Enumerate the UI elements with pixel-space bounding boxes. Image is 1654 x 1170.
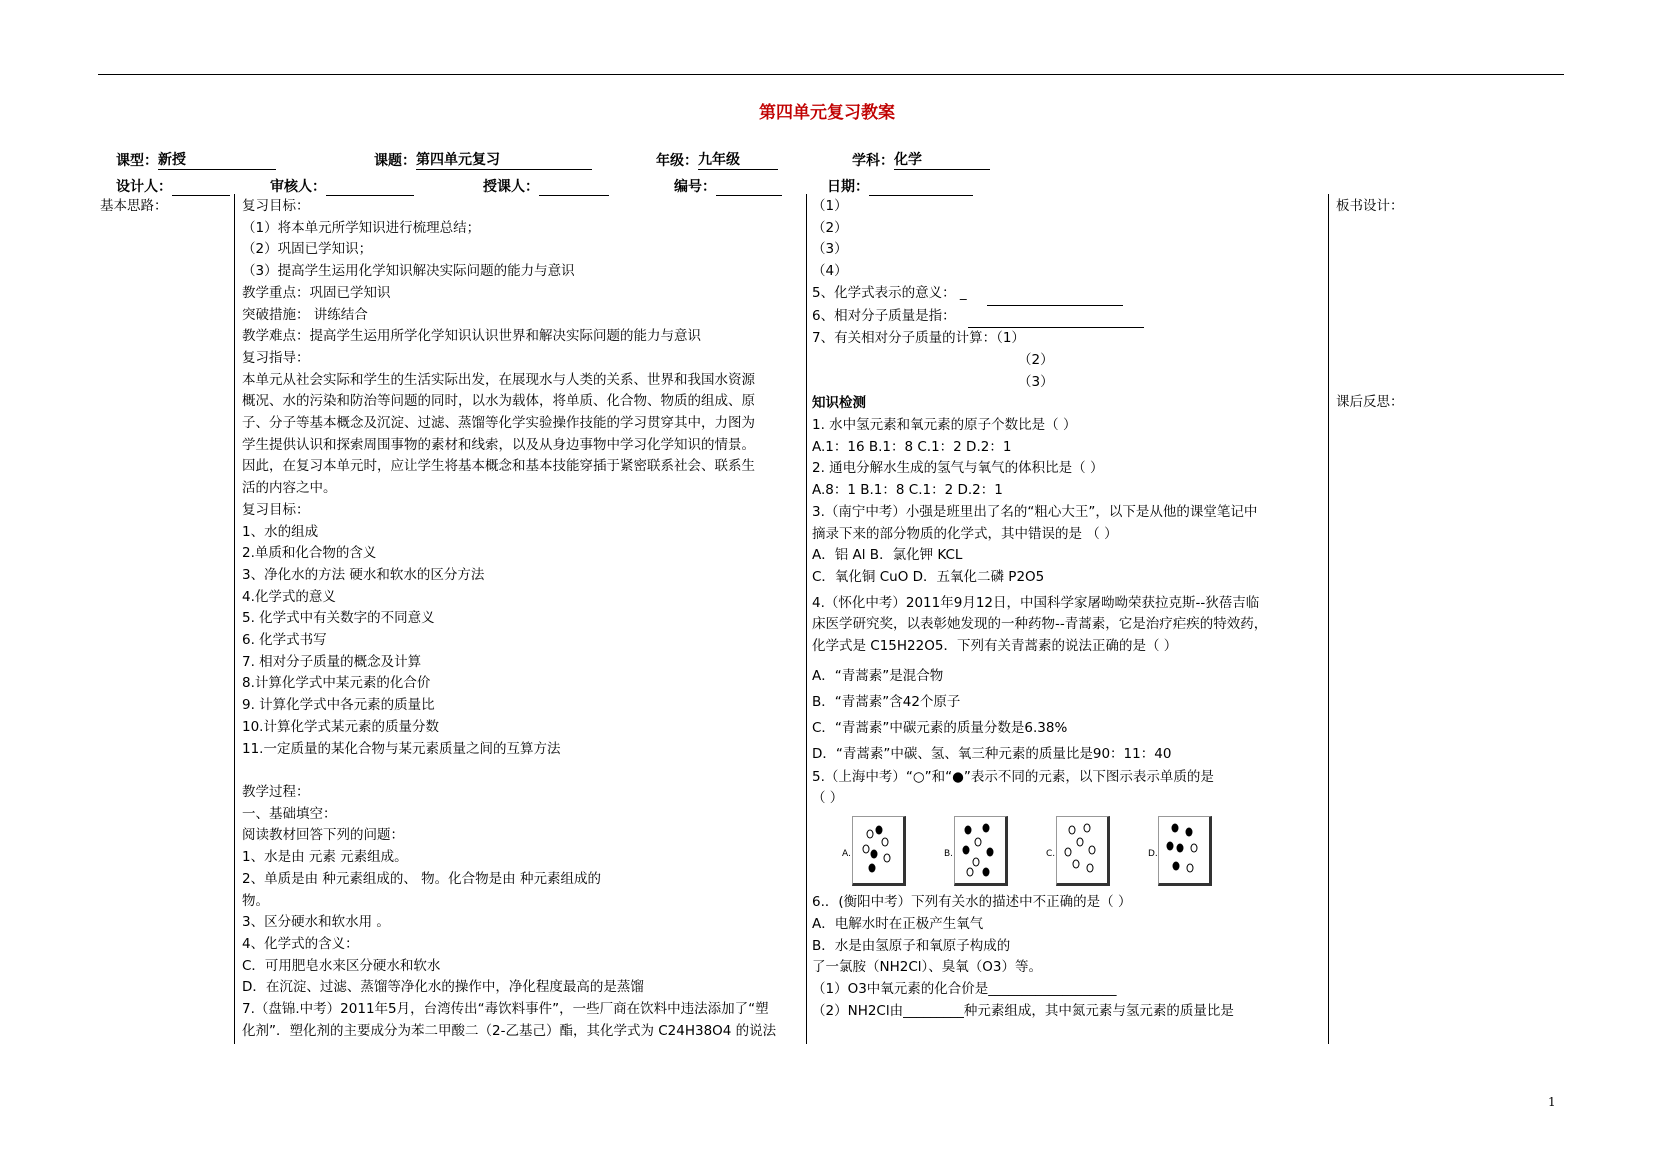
check-q3-options-ab: A．铝 Al B．氯化钾 KCL	[812, 547, 963, 564]
content-line: 教学难点：提高学生运用所学化学知识认识世界和解决实际问题的能力与意识	[242, 328, 701, 345]
subject-field	[852, 149, 990, 170]
diagram-a-particles	[852, 816, 902, 882]
particle-diagrams	[842, 816, 1326, 884]
content-line: （1）将本单元所学知识进行梳理总结；	[242, 219, 481, 236]
knowledge-check-heading: 知识检测	[812, 395, 866, 412]
content-line: 1、水是由 元素 元素组成。	[242, 849, 408, 866]
diagram-c-particles	[1056, 816, 1106, 882]
content-line: 教学过程：	[242, 783, 310, 800]
content-line: 本单元从社会实际和学生的生活实际出发，在展现水与人类的关系、世界和我国水资源	[242, 371, 755, 388]
diagram-c-label: C.	[1046, 849, 1056, 860]
board-design-label: 板书设计：	[1336, 198, 1404, 214]
chloramine-text: 了一氯胺（NH2Cl）、臭氧（O3）等。	[812, 959, 1042, 976]
content-line: 5. 化学式中有关数字的不同意义	[242, 610, 435, 627]
page-title: 第四单元复习教案	[759, 103, 895, 123]
check-q4-line2: 床医学研究奖，以表彰她发现的一种药物--青蒿素，它是治疗疟疾的特效药，	[812, 616, 1268, 633]
diagram-d-particles	[1158, 816, 1208, 882]
content-line: 一、基础填空：	[242, 805, 337, 822]
subject-label: 学科：	[852, 153, 894, 169]
check-q5-answer: （ ）	[812, 790, 844, 807]
diagram-d	[1148, 816, 1212, 884]
content-line: 化剂”．塑化剂的主要成分为苯二甲酸二（2-乙基己）酯，其化学式为 C24H38O4 的说法	[242, 1022, 777, 1039]
diagram-a-label: A.	[842, 849, 851, 860]
check-q4-option-b: B．“青蒿素”含42个原子	[812, 693, 961, 710]
content-line	[242, 760, 802, 782]
check-q6-option-a: A．电解水时在正极产生氧气	[812, 915, 984, 932]
diagram-b-label: B.	[944, 849, 954, 860]
content-line: 复习目标：	[242, 198, 310, 214]
check-q4-option-d: D．“青蒿素”中碳、氢、氧三种元素的质量比是90：11：40	[812, 745, 1172, 762]
content-line: 9. 计算化学式中各元素的质量比	[242, 697, 435, 714]
teacher-field	[483, 176, 609, 196]
check-q2-options: A.8：1 B.1：8 C.1：2 D.2：1	[812, 482, 1003, 499]
check-q3-options-cd: C．氧化铜 CuO D．五氧化二磷 P2O5	[812, 568, 1045, 585]
designer-label: 设计人：	[116, 179, 172, 195]
blank-1: （1）	[812, 198, 848, 214]
content-line: 阅读教材回答下列的问题：	[242, 827, 404, 844]
check-q6: 6.．(衡阳中考）下列有关水的描述中不正确的是（ ）	[812, 894, 1132, 911]
content-line: 3、区分硬水和软水用 。	[242, 914, 390, 931]
page-number: 1	[1548, 1095, 1556, 1109]
content-line: 概况、水的污染和防治等问题的同时，以水为载体，将单质、化合物、物质的组成、原	[242, 393, 755, 410]
content-line: 因此，在复习本单元时，应让学生将基本概念和基本技能穿插于紧密联系社会、联系生	[242, 458, 755, 475]
question-6: 6、相对分子质量是指：	[812, 306, 1326, 329]
blank-4: （4）	[812, 263, 848, 280]
grade-field	[656, 149, 778, 170]
content-line: 活的内容之中。	[242, 480, 337, 497]
topic-value: 第四单元复习	[416, 149, 592, 170]
diagram-c	[1046, 816, 1110, 884]
question-7: 7、有关相对分子质量的计算：（1）	[812, 330, 1025, 347]
content-line: 4.化学式的意义	[242, 588, 336, 605]
diagram-d-label: D.	[1148, 849, 1158, 860]
content-line: D．在沉淀、过滤、蒸馏等净化水的操作中，净化程度最高的是蒸馏	[242, 979, 644, 996]
check-q2: 2. 通电分解水生成的氢气与氧气的体积比是（ ）	[812, 460, 1104, 477]
check-q4-option-c: C．“青蒿素”中碳元素的质量分数是6.38%	[812, 719, 1068, 736]
question-5: 5、化学式表示的意义： _	[812, 283, 1326, 306]
number-field	[674, 176, 782, 196]
ozone-question: （1）O3中氧元素的化合价是___________________	[812, 980, 1117, 997]
subject-value: 化学	[894, 149, 990, 170]
content-line: 7. 相对分子质量的概念及计算	[242, 653, 422, 670]
content-line: （3）提高学生运用化学知识解决实际问题的能力与意识	[242, 263, 575, 280]
content-line: 2.单质和化合物的含义	[242, 545, 377, 562]
column-divider-3	[1328, 194, 1329, 1044]
date-field	[827, 176, 973, 196]
content-line: C．可用肥皂水来区分硬水和软水	[242, 957, 441, 974]
blank-2: （2）	[812, 219, 848, 236]
content-line: 6. 化学式书写	[242, 632, 327, 649]
question-7-part-3: （3）	[1018, 373, 1054, 390]
content-line: 10.计算化学式某元素的质量分数	[242, 718, 439, 735]
check-q4-option-a: A．“青蒿素”是混合物	[812, 667, 944, 684]
lesson-type-field	[116, 149, 276, 170]
lesson-type-label: 课型：	[116, 153, 158, 169]
check-q6-option-b: B．水是由氢原子和氧原子构成的	[812, 937, 1011, 954]
reviewer-label: 审核人：	[270, 179, 326, 195]
content-line: 3、净化水的方法 硬水和软水的区分方法	[242, 566, 485, 583]
reviewer-field	[270, 176, 414, 196]
grade-value: 九年级	[698, 149, 778, 170]
content-line: 4、化学式的含义：	[242, 935, 359, 952]
content-line: 2、单质是由 种元素组成的、 物。化合物是由 种元素组成的	[242, 870, 601, 887]
content-line: 7.（盘锦.中考）2011年5月，台湾传出“毒饮料事件”，一些厂商在饮料中违法添加了“塑	[242, 1001, 769, 1018]
content-line: 11.一定质量的某化合物与某元素质量之间的互算方法	[242, 740, 561, 757]
basic-approach-label: 基本思路：	[100, 198, 168, 214]
designer-field	[116, 176, 230, 196]
diagram-b	[944, 816, 1008, 884]
number-label: 编号：	[674, 179, 716, 195]
check-q4-line3: 化学式是 C15H22O5．下列有关青蒿素的说法正确的是（ ）	[812, 638, 1178, 655]
topic-label: 课题：	[374, 153, 416, 169]
content-line: 物。	[242, 892, 269, 909]
check-q4: 4.（怀化中考）2011年9月12日，中国科学家屠呦呦荣获拉克斯--狄蓓吉临	[812, 594, 1260, 611]
grade-label: 年级：	[656, 153, 698, 169]
check-q5: 5.（上海中考）“○”和“●”表示不同的元素，以下图示表示单质的是	[812, 768, 1214, 785]
exercise-column	[812, 196, 1326, 1022]
content-line: 1、水的组成	[242, 523, 319, 540]
content-line: 教学重点：巩固已学知识	[242, 284, 391, 301]
check-q3: 3.（南宁中考）小强是班里出了名的“粗心大王”，以下是从他的课堂笔记中	[812, 503, 1258, 520]
topic-field	[374, 149, 592, 170]
chloramine-question: （2）NH2Cl由_________种元素组成，其中氮元素与氢元素的质量比是	[812, 1002, 1234, 1019]
content-line: 复习目标：	[242, 501, 310, 518]
top-rule	[98, 74, 1564, 75]
diagram-a	[842, 816, 906, 884]
content-line: 子、分子等基本概念及沉淀、过滤、蒸馏等化学实验操作技能的学习贯穿其中，力图为	[242, 415, 755, 432]
column-divider-1	[234, 194, 235, 1044]
content-line: 8.计算化学式中某元素的化合价	[242, 675, 431, 692]
check-q3-line2: 摘录下来的部分物质的化学式，其中错误的是 （ ）	[812, 525, 1118, 542]
content-line: 学生提供认识和探索周围事物的素材和线索，以及从身边事物中学习化学知识的情景。	[242, 436, 755, 453]
blank-3: （3）	[812, 241, 848, 258]
content-line: （2）巩固已学知识；	[242, 241, 373, 258]
reflection-label: 课后反思：	[1336, 394, 1404, 410]
content-line: 复习指导：	[242, 349, 310, 366]
lesson-type-value: 新授	[158, 149, 276, 170]
question-7-part-2: （2）	[1018, 351, 1054, 368]
main-content-column	[242, 196, 802, 1042]
content-line: 突破措施： 讲练结合	[242, 306, 368, 323]
teacher-label: 授课人：	[483, 179, 539, 195]
date-label: 日期：	[827, 179, 869, 195]
check-q1-options: A.1：16 B.1：8 C.1：2 D.2：1	[812, 438, 1012, 455]
check-q1: 1. 水中氢元素和氧元素的原子个数比是（ ）	[812, 417, 1077, 434]
diagram-b-particles	[954, 816, 1004, 882]
column-divider-2	[806, 194, 807, 1044]
